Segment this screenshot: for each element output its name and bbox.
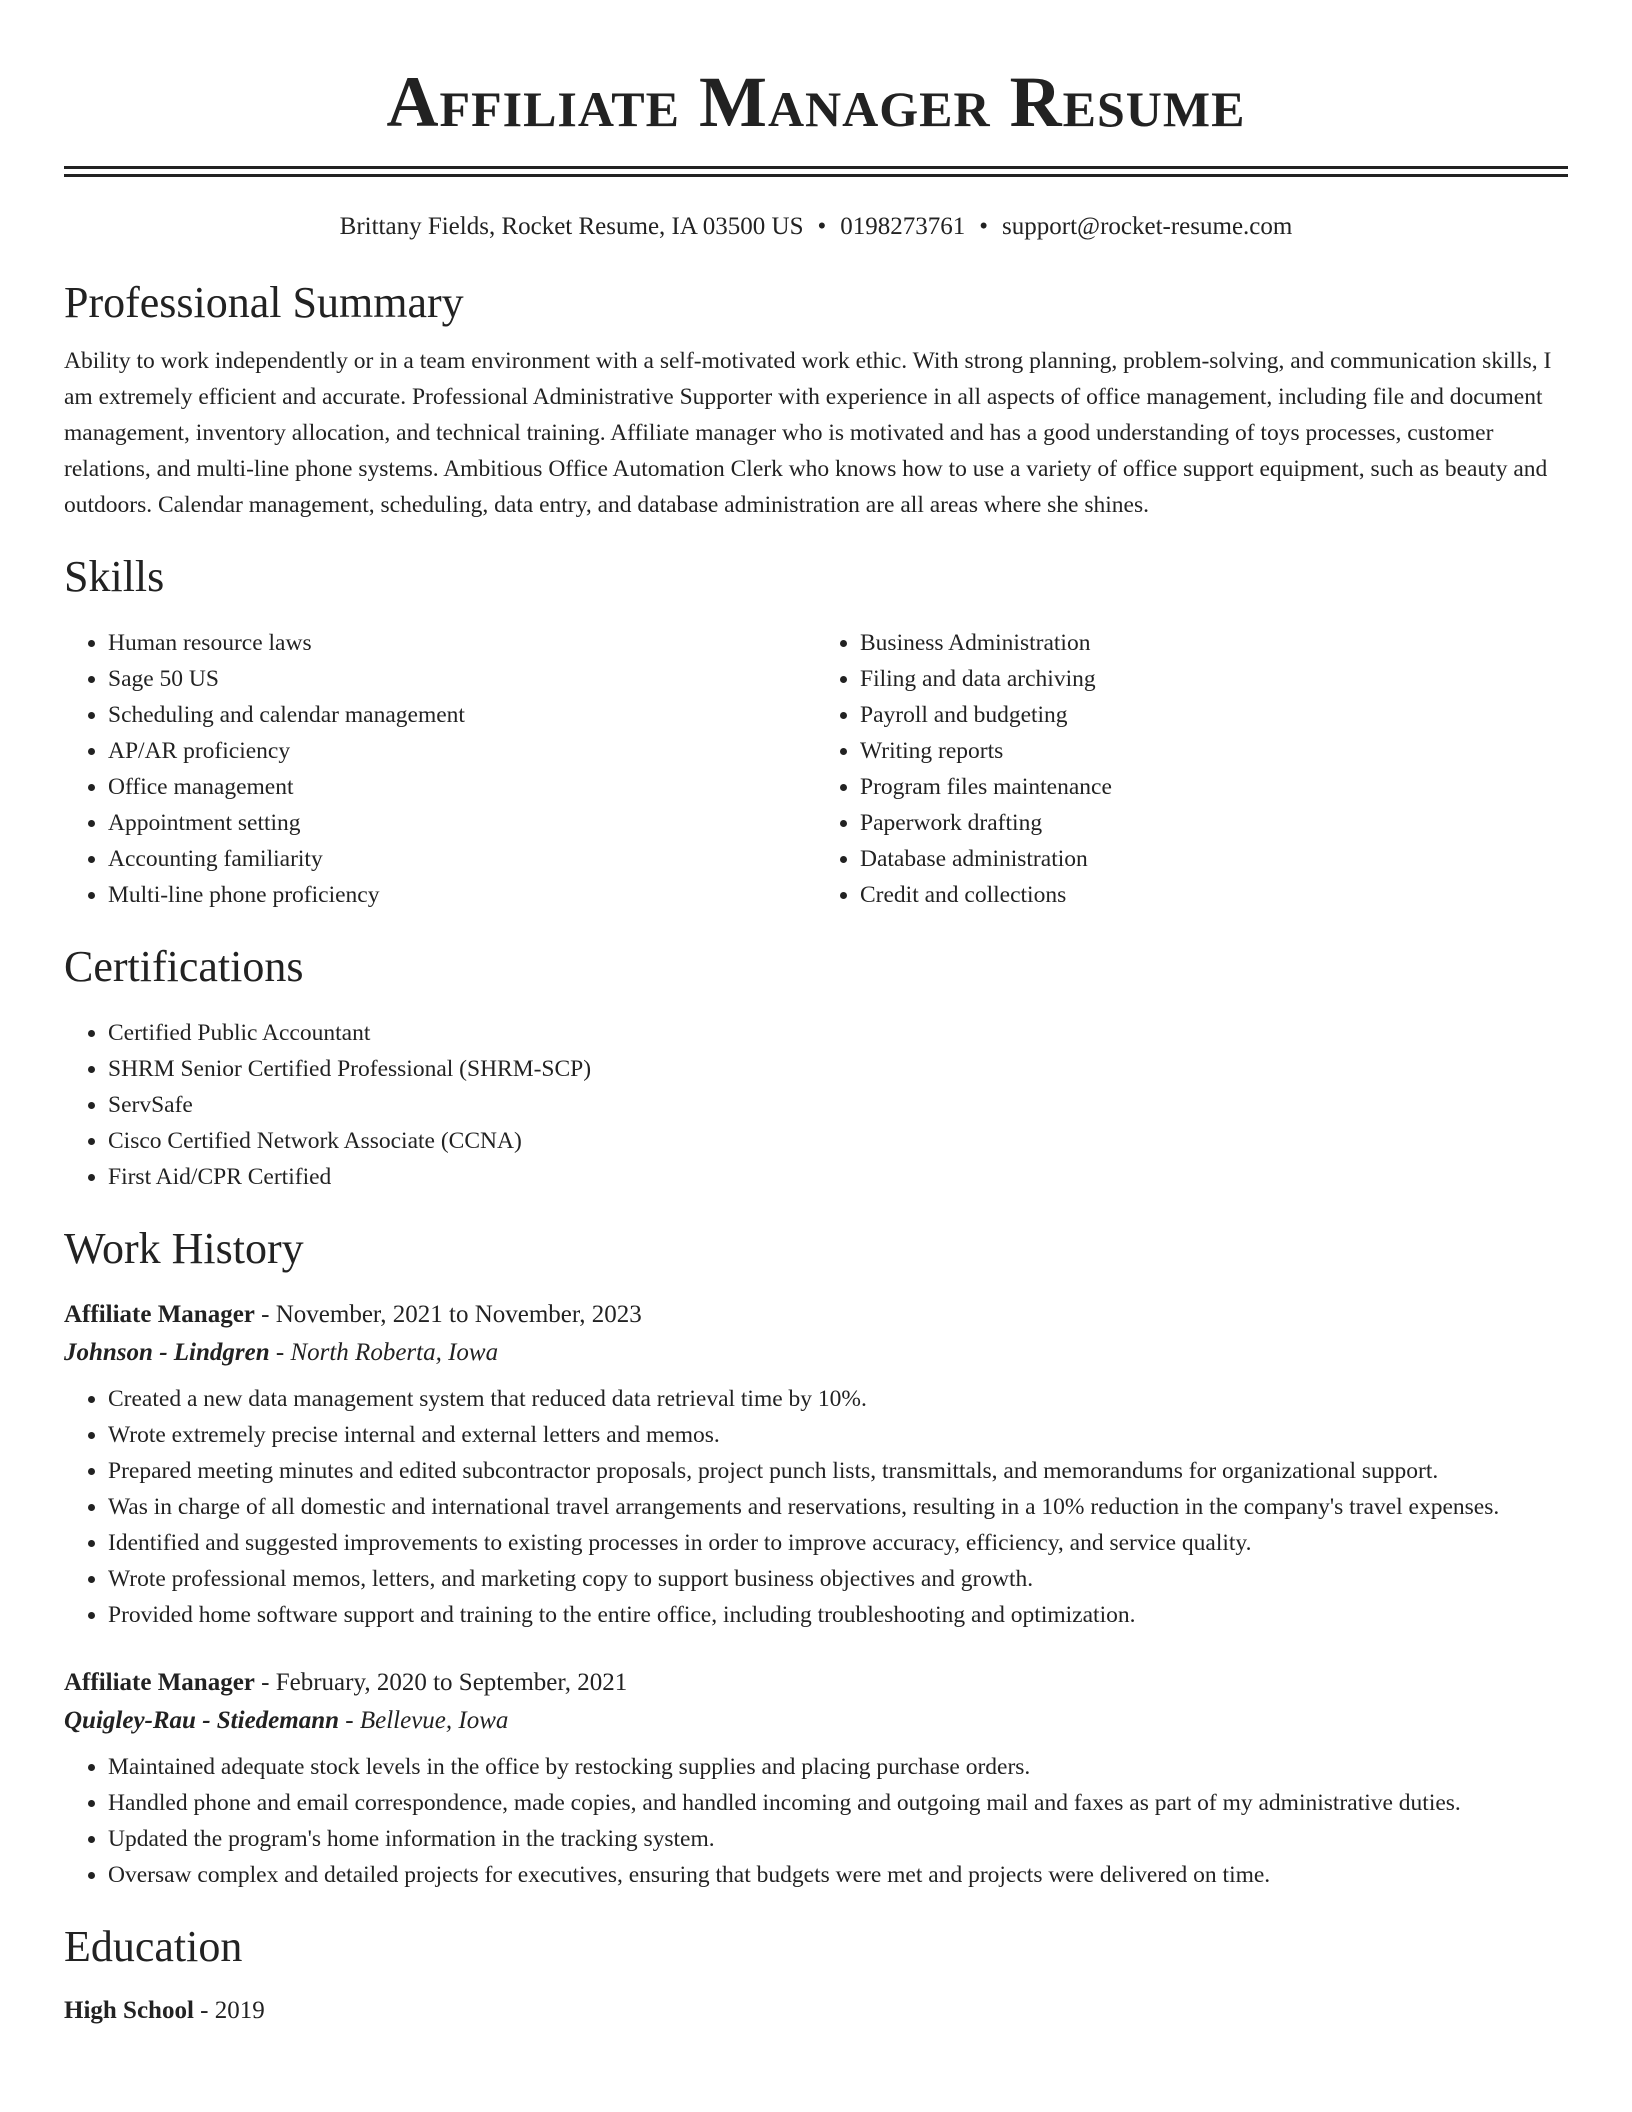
skills-section <box>64 549 1568 913</box>
job-bullet: • Updated the program's home information in the tracking system. <box>108 1821 1568 1857</box>
title-divider <box>64 166 1568 177</box>
certification-item: • SHRM Senior Certified Professional (SHRM-SCP) <box>108 1051 1568 1087</box>
job-company-line <box>64 1701 1568 1741</box>
job-entry <box>64 1297 1568 1633</box>
job-title: Affiliate Manager <box>64 1301 255 1328</box>
skill-item: • Filing and data archiving <box>860 661 1568 697</box>
certification-item: • Certified Public Accountant <box>108 1015 1568 1051</box>
job-company: Johnson - Lindgren <box>64 1339 270 1366</box>
education-degree: High School <box>64 1997 194 2024</box>
education-entry <box>64 1993 1568 2029</box>
contact-line <box>64 211 1568 243</box>
job-company-line <box>64 1333 1568 1373</box>
job-bullet: • Handled phone and email correspondence, made copies, and handled incoming and outgoing mail and faxes as part of my administrative duties. <box>108 1785 1568 1821</box>
job-entry <box>64 1665 1568 1893</box>
page-title: Affiliate Manager Resume <box>386 62 1246 142</box>
skill-item: • Scheduling and calendar management <box>108 697 816 733</box>
skill-item: • Database administration <box>860 841 1568 877</box>
job-bullet: • Identified and suggested improvements to existing processes in order to improve accuracy, efficiency, and service quality. <box>108 1525 1568 1561</box>
skill-item: • Accounting familiarity <box>108 841 816 877</box>
job-bullet: • Maintained adequate stock levels in the office by restocking supplies and placing purchase orders. <box>108 1749 1568 1785</box>
job-bullet: • Created a new data management system that reduced data retrieval time by 10%. <box>108 1381 1568 1417</box>
job-bullet: • Wrote extremely precise internal and external letters and memos. <box>108 1417 1568 1453</box>
summary-section <box>64 275 1568 523</box>
section-heading: Professional Summary <box>64 278 464 327</box>
job-location: - North Roberta, Iowa <box>269 1339 499 1366</box>
certification-item: • Cisco Certified Network Associate (CCNA) <box>108 1123 1568 1159</box>
job-title-line <box>64 1297 1568 1333</box>
skill-item: • Multi-line phone proficiency <box>108 877 816 913</box>
certifications-section <box>64 939 1568 1195</box>
section-heading: Skills <box>64 552 165 601</box>
section-heading: Work History <box>64 1224 304 1273</box>
certifications-list <box>64 1015 1568 1195</box>
skill-item: • Writing reports <box>860 733 1568 769</box>
skill-item: • AP/AR proficiency <box>108 733 816 769</box>
skill-item: • Credit and collections <box>860 877 1568 913</box>
job-location: - Bellevue, Iowa <box>339 1707 509 1734</box>
job-company: Quigley-Rau - Stiedemann <box>64 1707 340 1734</box>
education-section <box>64 1919 1568 2029</box>
skill-item: • Business Administration <box>860 625 1568 661</box>
skill-item: • Program files maintenance <box>860 769 1568 805</box>
work-history-section <box>64 1221 1568 1893</box>
skills-list-left <box>64 625 816 913</box>
skill-item: • Appointment setting <box>108 805 816 841</box>
job-bullet: • Oversaw complex and detailed projects for executives, ensuring that budgets were met and projects were delivered on time. <box>108 1857 1568 1893</box>
certification-item: • ServSafe <box>108 1087 1568 1123</box>
certification-item: • First Aid/CPR Certified <box>108 1159 1568 1195</box>
job-title: Affiliate Manager <box>64 1669 255 1696</box>
job-bullets <box>64 1749 1568 1893</box>
skills-columns <box>64 625 1568 913</box>
contact-separator: • <box>979 213 989 240</box>
skills-list-right <box>816 625 1568 913</box>
job-bullet: • Was in charge of all domestic and international travel arrangements and reservations, resulting in a 10% reduction in the company's travel expenses. <box>108 1489 1568 1525</box>
job-bullet: • Prepared meeting minutes and edited subcontractor proposals, project punch lists, transmittals, and memorandums for organizational support. <box>108 1453 1568 1489</box>
skill-item: • Sage 50 US <box>108 661 816 697</box>
skill-item: • Human resource laws <box>108 625 816 661</box>
skill-item: • Office management <box>108 769 816 805</box>
summary-paragraph: Ability to work independently or in a team environment with a self-motivated work ethic. With strong planning, problem-solving, and communication skills, I am extremely efficient and accurate. Professional Administrative Supporter with experience in all aspects of office management, including file and document management, inventory allocation, and technical training. Affiliate manager who is motivated and has a good understanding of toys processes, customer relations, and multi-line phone systems. Ambitious Office Automation Clerk who knows how to use a variety of office support equipment, such as beauty and outdoors. Calendar management, scheduling, data entry, and database administration are all areas where she shines. <box>64 348 1552 518</box>
skill-item: • Paperwork drafting <box>860 805 1568 841</box>
education-year: - 2019 <box>193 1997 265 2024</box>
job-bullet: • Wrote professional memos, letters, and marketing copy to support business objectives and growth. <box>108 1561 1568 1597</box>
contact-phone: 0198273761 <box>840 213 966 240</box>
job-bullets <box>64 1381 1568 1633</box>
job-dates: - February, 2020 to September, 2021 <box>254 1669 628 1696</box>
section-heading: Certifications <box>64 942 304 991</box>
job-bullet: • Provided home software support and training to the entire office, including troubleshooting and optimization. <box>108 1597 1568 1633</box>
job-title-line <box>64 1665 1568 1701</box>
job-dates: - November, 2021 to November, 2023 <box>254 1301 642 1328</box>
contact-email: support@rocket-resume.com <box>1002 213 1293 240</box>
contact-address: Brittany Fields, Rocket Resume, IA 03500 US <box>339 213 804 240</box>
section-heading: Education <box>64 1922 243 1971</box>
contact-separator: • <box>817 213 827 240</box>
skill-item: • Payroll and budgeting <box>860 697 1568 733</box>
